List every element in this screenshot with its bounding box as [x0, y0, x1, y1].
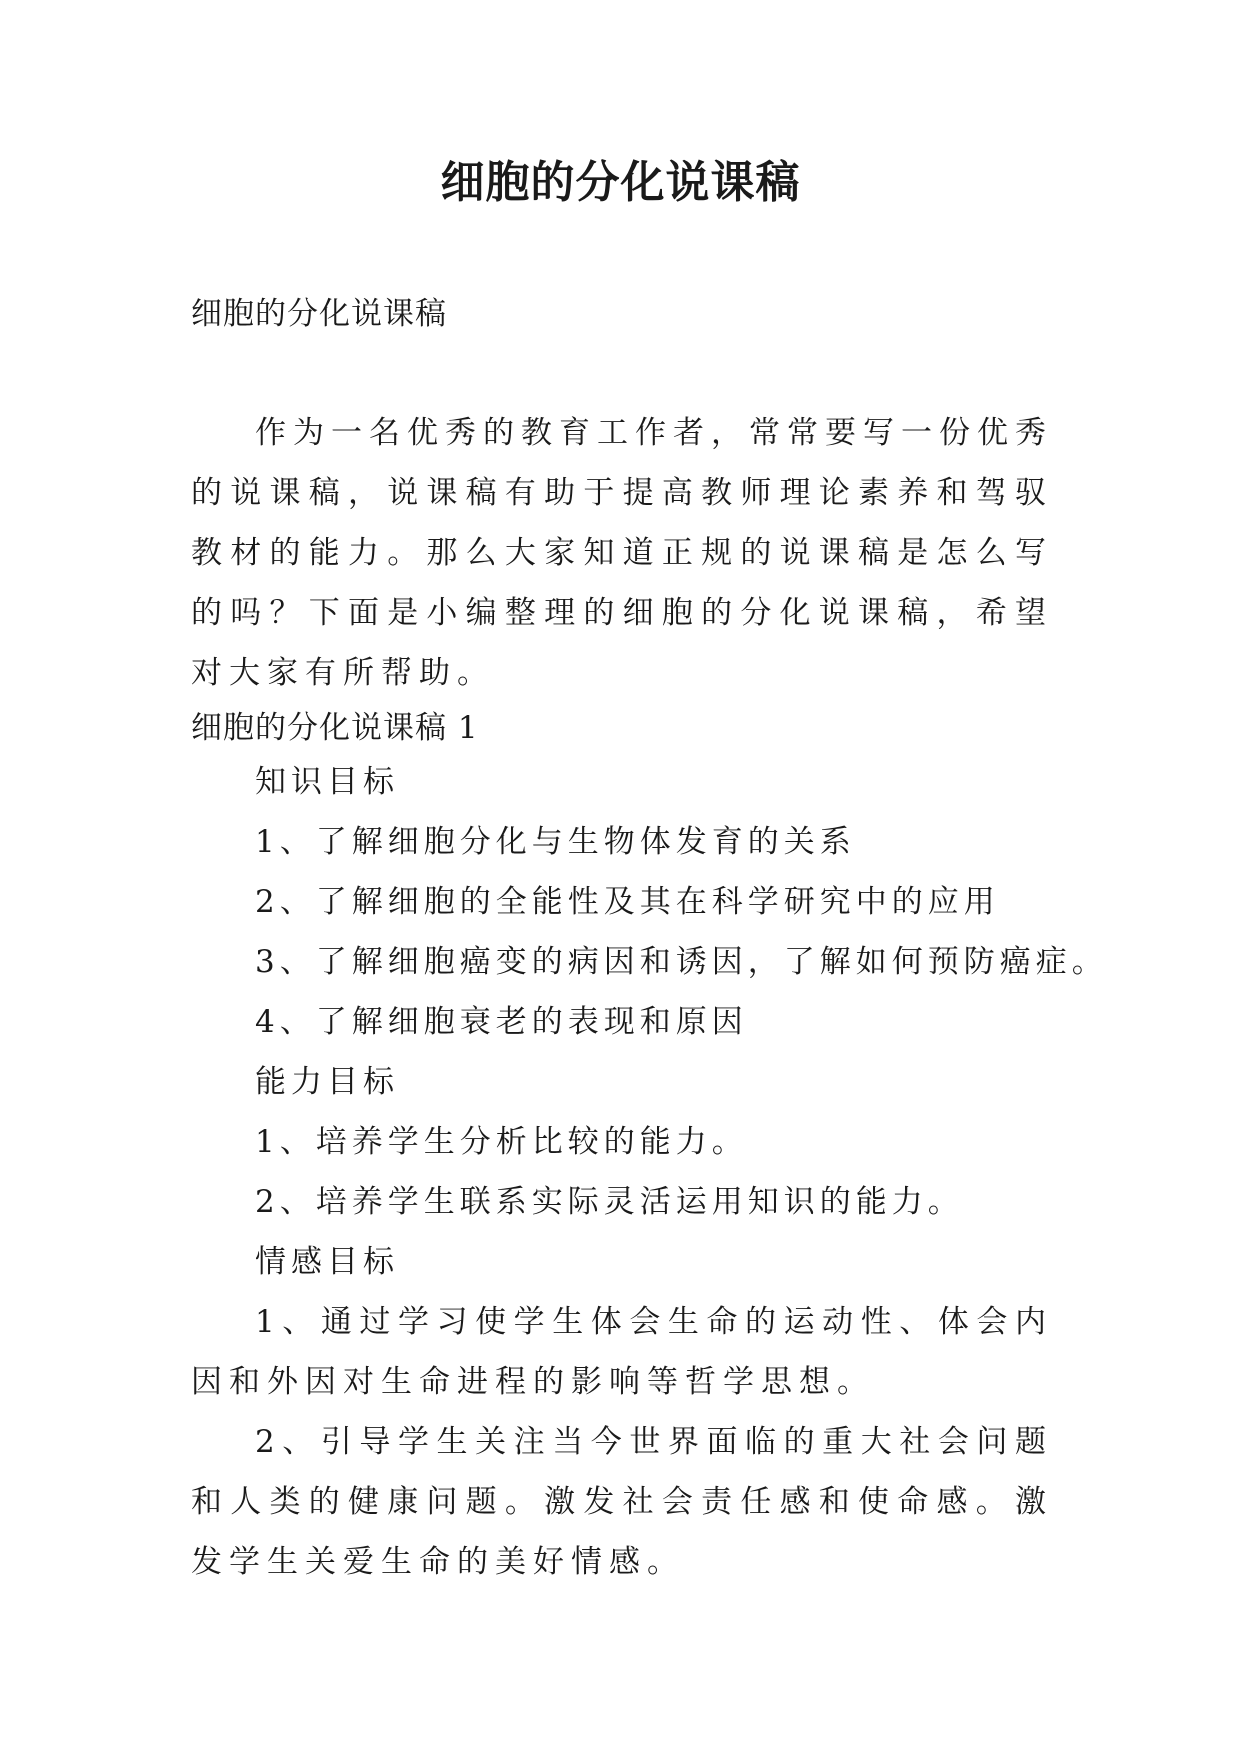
knowledge-item: 3、了解细胞癌变的病因和诱因，了解如何预防癌症。: [255, 944, 1108, 980]
emotion-item: 1、通过学习使学生体会生命的运动性、体会内因和外因对生命进程的影响等哲学思想。: [191, 1304, 1053, 1400]
knowledge-item: 2、了解细胞的全能性及其在科学研究中的应用: [255, 884, 1000, 920]
knowledge-heading: 知识目标: [255, 764, 399, 800]
knowledge-item: 4、了解细胞衰老的表现和原因: [255, 1004, 748, 1040]
ability-item: 2、培养学生联系实际灵活运用知识的能力。: [255, 1184, 964, 1220]
emotion-heading: 情感目标: [255, 1244, 399, 1280]
ability-heading: 能力目标: [255, 1064, 399, 1100]
intro-paragraph: 作为一名优秀的教育工作者，常常要写一份优秀的说课稿，说课稿有助于提高教师理论素养和驾驭教材的能力。那么大家知道正规的说课稿是怎么写的吗？下面是小编整理的细胞的分化说课稿，希望对大家有所帮助。: [191, 415, 1053, 691]
section-body: [191, 752, 1108, 1592]
document-subtitle: 细胞的分化说课稿: [191, 296, 447, 332]
page-title: 细胞的分化说课稿: [440, 157, 801, 208]
knowledge-item: 1、了解细胞分化与生物体发育的关系: [255, 824, 856, 860]
section-heading: 细胞的分化说课稿 1: [191, 710, 479, 746]
ability-item: 1、培养学生分析比较的能力。: [255, 1124, 748, 1160]
emotion-item: 2、引导学生关注当今世界面临的重大社会问题和人类的健康问题。激发社会责任感和使命感。激发学生关爱生命的美好情感。: [191, 1424, 1053, 1580]
